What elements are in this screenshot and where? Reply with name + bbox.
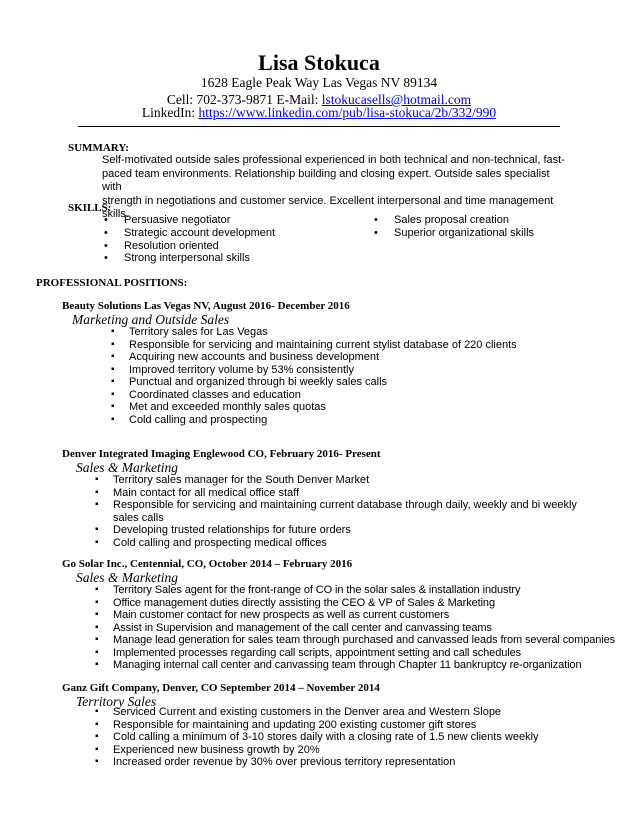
job-bullet: ▪ Main contact for all medical office staff <box>95 487 595 500</box>
job-bullet: ▪ Acquiring new accounts and business development <box>111 351 611 364</box>
resume-name: Lisa Stokuca <box>258 50 380 75</box>
job-bullet: ▪ Territory sales for Las Vegas <box>111 326 611 339</box>
linkedin-link[interactable]: https://www.linkedin.com/pub/lisa-stokuca/2b/332/990 <box>198 105 497 120</box>
job-bullet: ▪ Increased order revenue by 30% over previous territory representation <box>95 756 595 769</box>
job-bullet: ▪ Responsible for servicing and maintaining current stylist database of 220 clients <box>111 339 611 352</box>
job-bullet: ▪ Territory sales manager for the South Denver Market <box>95 474 595 487</box>
job-bullet: ▪ Developing trusted relationships for future orders <box>95 524 595 537</box>
cell-text: Cell: 702-373-9871 E-Mail: <box>166 92 319 107</box>
skill-item: • Resolution oriented <box>104 240 275 253</box>
job-bullet: ▪ Responsible for servicing and maintaining current database through daily, weekly and bi weekly sales calls <box>95 499 595 524</box>
job-bullet: ▪ Coordinated classes and education <box>111 389 611 402</box>
job-bullet: ▪ Cold calling and prospecting medical offices <box>95 537 595 550</box>
job-company: Go Solar Inc., Centennial, CO, October 2014 – February 2016 <box>62 558 353 570</box>
linkedin-label: LinkedIn: <box>141 105 196 120</box>
job-bullet: ▪ Experienced new business growth by 20% <box>95 744 595 757</box>
job-bullet: ▪ Met and exceeded monthly sales quotas <box>111 401 611 414</box>
skill-item: • Superior organizational skills <box>374 227 534 240</box>
job-company: Denver Integrated Imaging Englewood CO, February 2016- Present <box>62 448 381 460</box>
summary-heading: SUMMARY: <box>68 142 129 154</box>
job-bullet: ▪ Main customer contact for new prospects as well as current customers <box>95 609 633 622</box>
job-bullet: ▪ Serviced Current and existing customers in the Denver area and Western Slope <box>95 706 595 719</box>
job-title: Sales & Marketing <box>76 460 178 475</box>
job-bullet: ▪ Cold calling a minimum of 3-10 stores daily with a closing rate of 1.5 new clients weekly <box>95 731 595 744</box>
job-title: Marketing and Outside Sales <box>72 312 230 327</box>
skill-item: • Strategic account development <box>104 227 275 240</box>
job-bullet: ▪ Manage lead generation for sales team through purchased and canvassed leads from several companies <box>95 634 633 647</box>
job-title: Territory Sales <box>76 694 157 709</box>
address-line: 1628 Eagle Peak Way Las Vegas NV 89134 <box>200 75 438 90</box>
job-bullets <box>95 584 633 672</box>
linkedin-line <box>0 104 638 121</box>
job-bullet: ▪ Territory Sales agent for the front-range of CO in the solar sales & installation industry <box>95 584 633 597</box>
job-bullet: ▪ Managing internal call center and canvassing team through Chapter 11 bankruptcy re-organization <box>95 659 633 672</box>
skills-heading: SKILLS: <box>68 202 112 214</box>
skill-item: • Strong interpersonal skills <box>104 252 275 265</box>
job-bullet: ▪ Improved territory volume by 53% consistently <box>111 364 611 377</box>
summary-line: Self-motivated outside sales professional experienced in both technical and non-technical, fast- <box>102 154 565 166</box>
job-bullet: ▪ Punctual and organized through bi weekly sales calls <box>111 376 611 389</box>
positions-heading: PROFESSIONAL POSITIONS: <box>36 277 188 289</box>
skill-item: • Sales proposal creation <box>374 214 534 227</box>
email-link[interactable]: lstokucasells@hotmail.com <box>321 92 472 107</box>
job-bullets <box>95 474 595 549</box>
job-company: Ganz Gift Company, Denver, CO September 2014 – November 2014 <box>62 682 380 694</box>
job-company: Beauty Solutions Las Vegas NV, August 2016- December 2016 <box>62 300 350 312</box>
job-bullet: ▪ Office management duties directly assisting the CEO & VP of Sales & Marketing <box>95 597 633 610</box>
job-bullets <box>95 706 595 769</box>
skill-item: • Persuasive negotiator <box>104 214 275 227</box>
skills-list-right <box>374 214 534 240</box>
header-divider <box>78 126 560 127</box>
job-bullet: ▪ Assist in Supervision and management of the call center and canvassing teams <box>95 622 633 635</box>
job-bullet: ▪ Responsible for maintaining and updating 200 existing customer gift stores <box>95 719 595 732</box>
job-title: Sales & Marketing <box>76 570 178 585</box>
job-bullet: ▪ Cold calling and prospecting <box>111 414 611 427</box>
summary-text <box>102 154 572 222</box>
job-bullet: ▪ Implemented processes regarding call scripts, appointment setting and call schedules <box>95 647 633 660</box>
summary-line: strength in negotiations and customer service. Excellent interpersonal and time management skills. <box>102 194 554 220</box>
job-bullets <box>111 326 611 426</box>
summary-line: paced team environments. Relationship building and closing expert. Outside sales specialist with <box>102 167 550 193</box>
skills-list-left <box>104 214 275 265</box>
